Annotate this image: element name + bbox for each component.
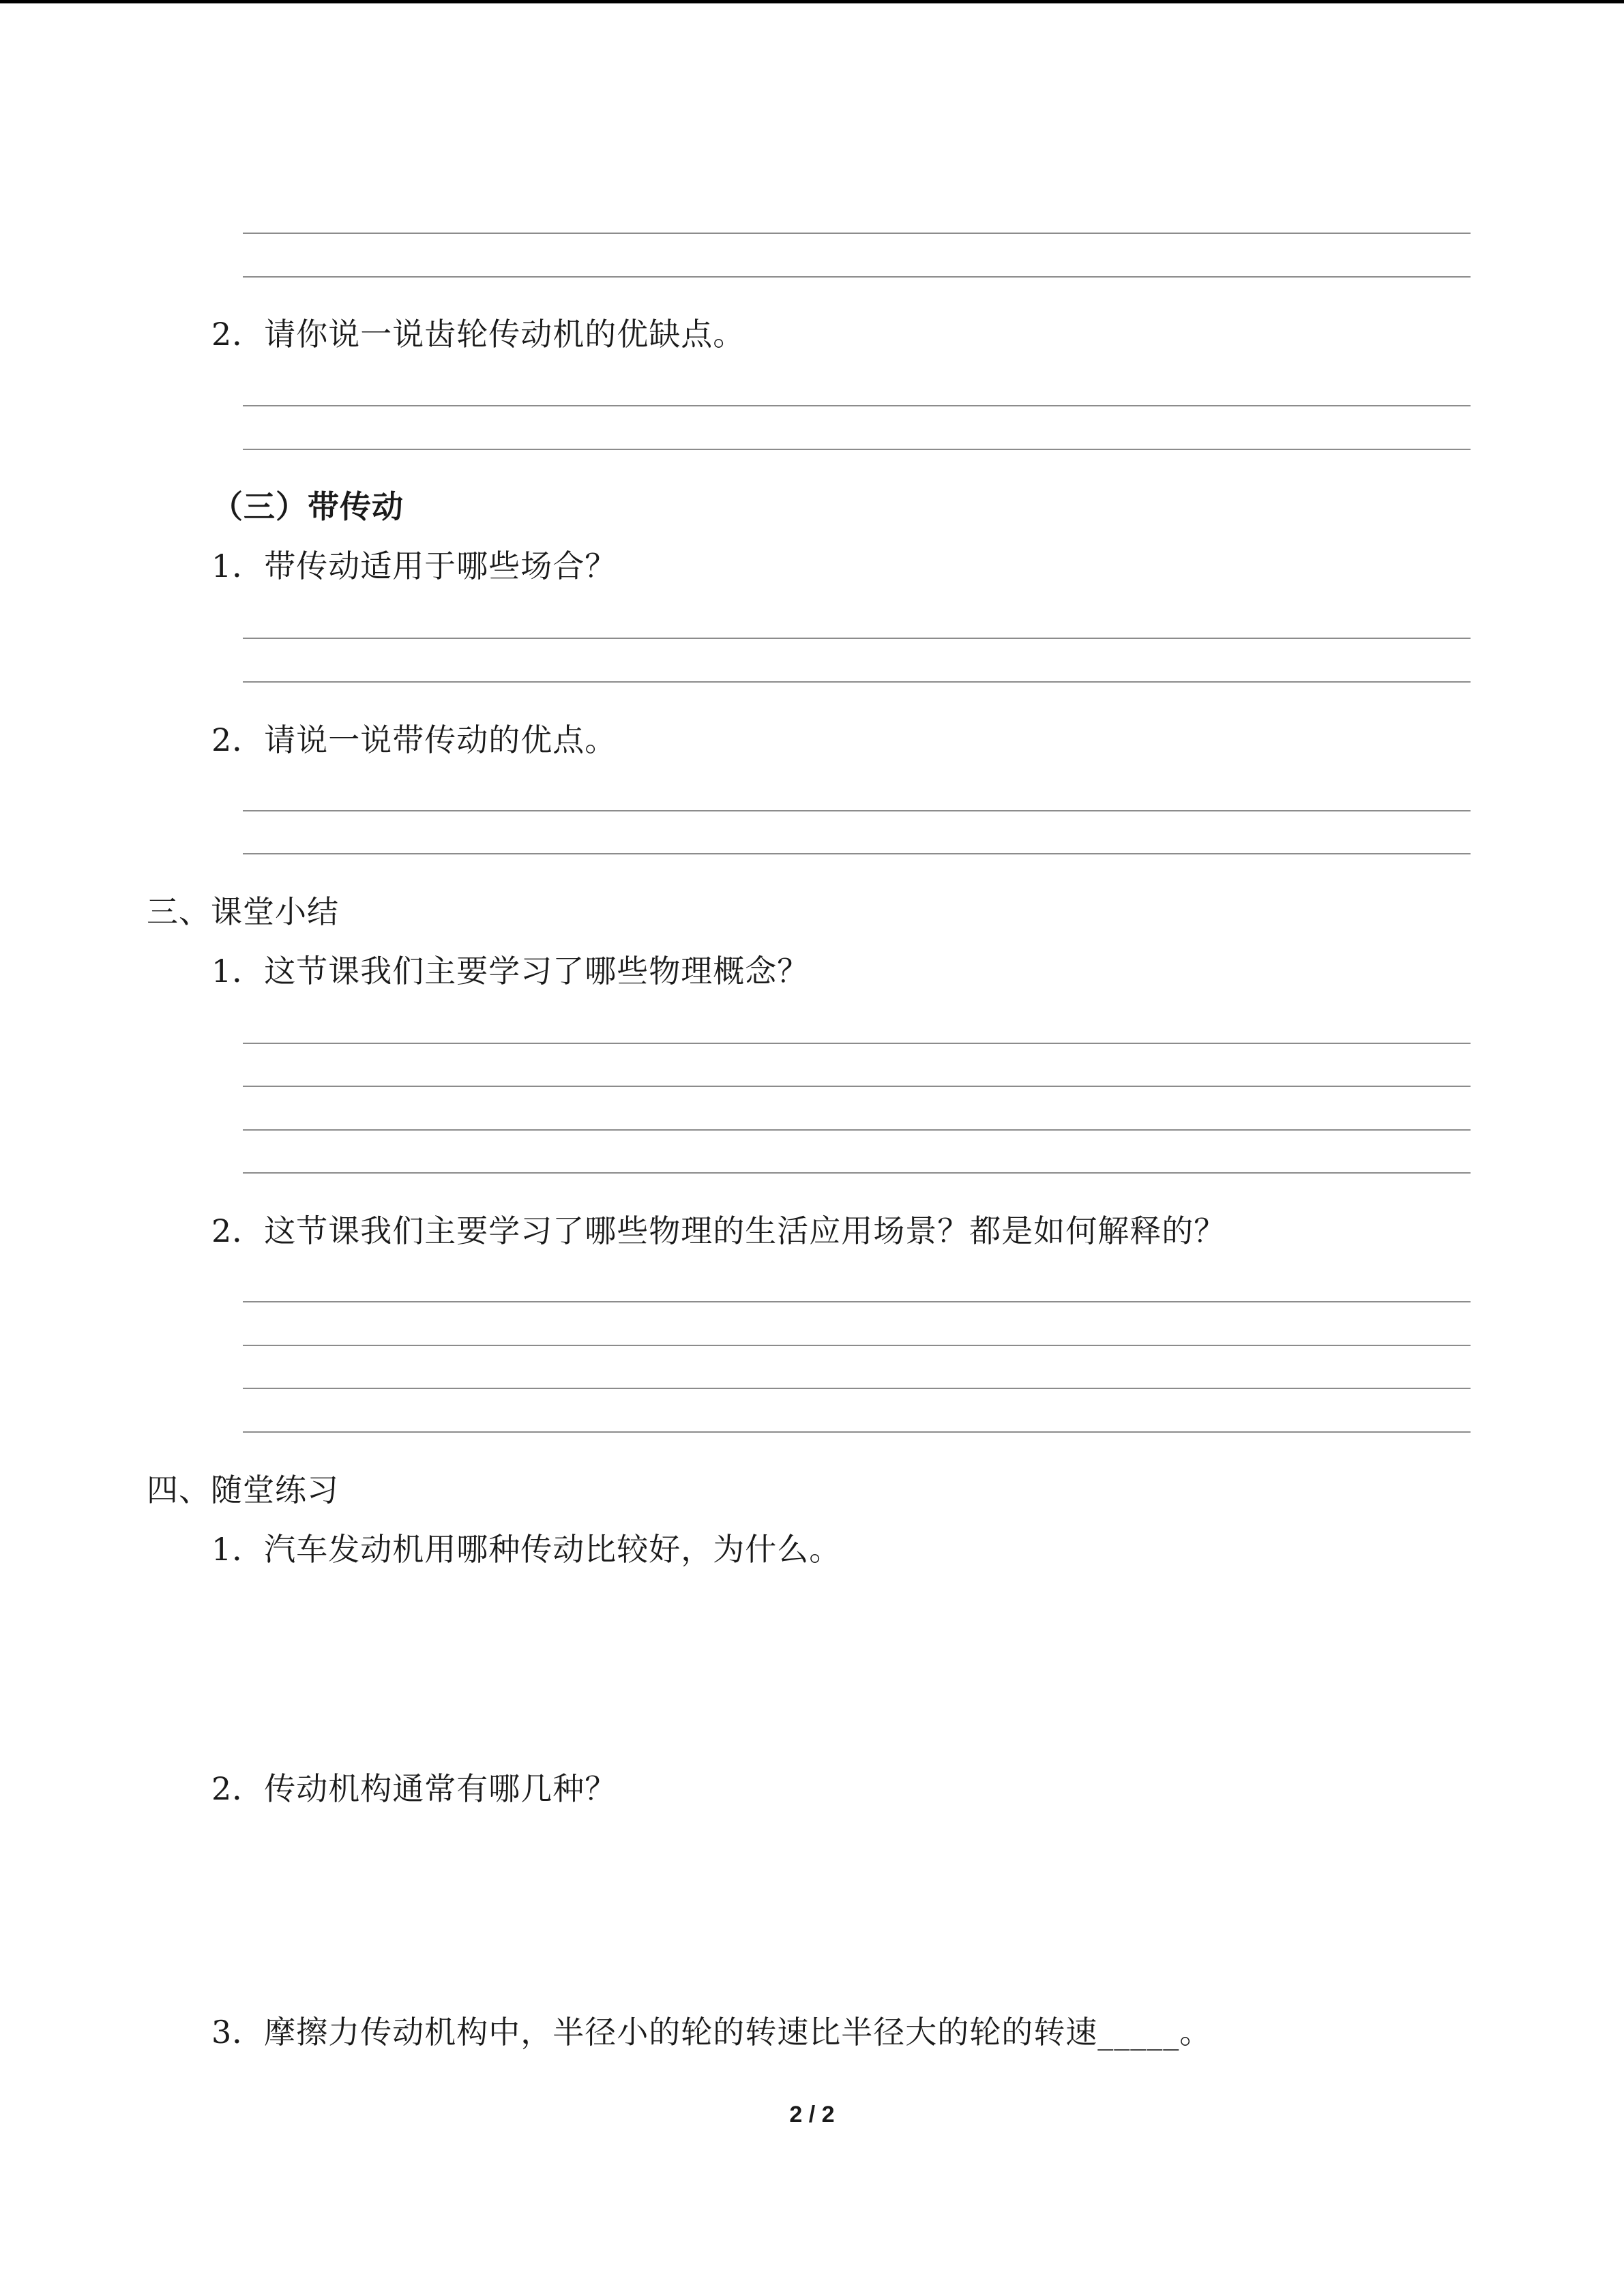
section-belt-title: （三）带传动 — [211, 488, 404, 525]
question-practice-2: 2．传动机构通常有哪几种？ — [211, 1770, 617, 1807]
answer-line — [243, 1301, 1471, 1302]
answer-line — [243, 810, 1471, 811]
page-number: 2 / 2 — [789, 2102, 835, 2128]
section-practice-title: 四、随堂练习 — [147, 1472, 339, 1508]
answer-line — [243, 1345, 1471, 1346]
question-belt-2: 2．请说一说带传动的优点。 — [211, 721, 617, 758]
answer-line — [243, 276, 1471, 278]
answer-line — [243, 1431, 1471, 1433]
answer-line — [243, 1043, 1471, 1044]
answer-line — [243, 233, 1471, 234]
question-belt-1: 1．带传动适用于哪些场合？ — [211, 548, 617, 584]
section-summary-title: 三、课堂小结 — [147, 893, 339, 930]
question-summary-1: 1．这节课我们主要学习了哪些物理概念？ — [211, 953, 810, 989]
answer-line — [243, 1129, 1471, 1131]
answer-line — [243, 638, 1471, 639]
answer-line — [243, 405, 1471, 406]
question-practice-1: 1．汽车发动机用哪种传动比较好，为什么。 — [211, 1531, 842, 1568]
answer-line — [243, 853, 1471, 854]
answer-line — [243, 1086, 1471, 1087]
answer-line — [243, 449, 1471, 450]
question-practice-3: 3．摩擦力传动机构中，半径小的轮的转速比半径大的轮的转速_____。 — [211, 2014, 1212, 2051]
question-gear-2: 2．请你说一说齿轮传动机的优缺点。 — [211, 316, 745, 353]
answer-line — [243, 1172, 1471, 1174]
answer-line — [243, 1388, 1471, 1389]
question-summary-2: 2．这节课我们主要学习了哪些物理的生活应用场景？都是如何解释的？ — [211, 1212, 1226, 1249]
answer-line — [243, 681, 1471, 683]
page-top-border — [0, 0, 1624, 3]
